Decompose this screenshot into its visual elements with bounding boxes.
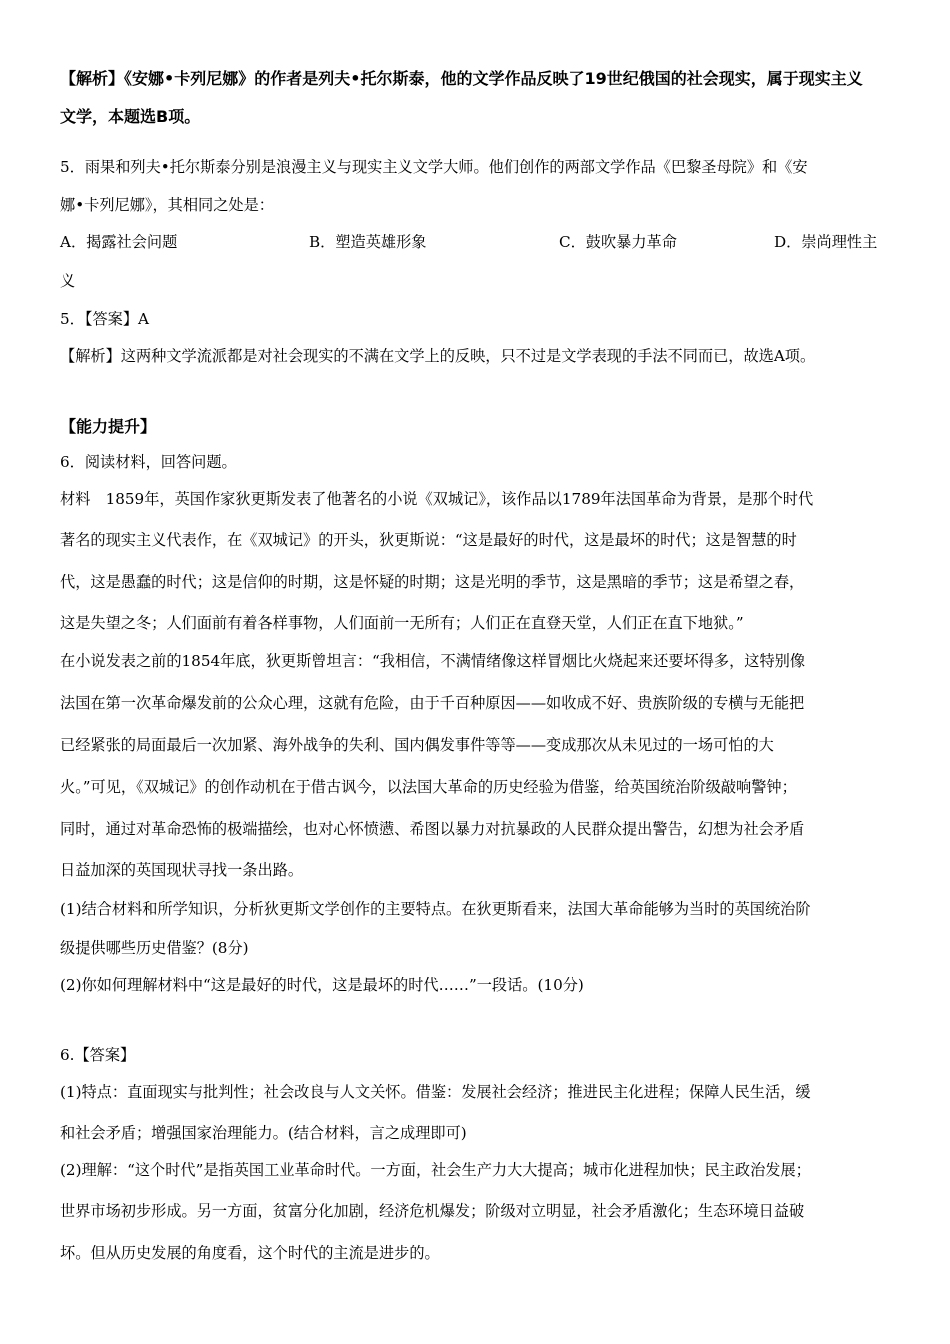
q6-material-line-7: 已经紧张的局面最后一次加紧、海外战争的失利、国内偶发事件等等——变成那次从未见过的一场可怕的大	[60, 736, 774, 754]
q6-material-line-10: 日益加深的英国现状寻找一条出路。	[60, 861, 303, 879]
q6-question2: (2)你如何理解材料中“这是最好的时代，这是最坏的时代……”一段话。(10分)	[60, 976, 584, 994]
q5-option-d: D．崇尚理性主	[774, 233, 878, 251]
q6-question1-line1: (1)结合材料和所学知识，分析狄更斯文学创作的主要特点。在狄更斯看来，法国大革命能够为当时的英国统治阶	[60, 900, 811, 918]
q5-option-b: B．塑造英雄形象	[309, 233, 427, 251]
q6-stem: 6．阅读材料，回答问题。	[60, 453, 237, 471]
q6-material-line-6: 法国在第一次革命爆发前的公众心理，这就有危险，由于千百种原因——如收成不好、贵族阶级的专横与无能把	[60, 694, 805, 712]
q5-option-a: A．揭露社会问题	[60, 233, 178, 251]
q5-stem-line2: 娜•卡列尼娜》，其相同之处是：	[60, 196, 274, 214]
q5-analysis: 【解析】这两种文学流派都是对社会现实的不满在文学上的反映，只不过是文学表现的手法不同而已，故选A项。	[60, 347, 816, 365]
q6-answer-line-1: (1)特点：直面现实与批判性；社会改良与人文关怀。借鉴：发展社会经济；推进民主化进程；保障人民生活，缓	[60, 1083, 811, 1101]
q6-material-line-1: 材料 1859年，英国作家狄更斯发表了他著名的小说《双城记》，该作品以1789年法国革命为背景，是那个时代	[60, 490, 814, 508]
q5-stem-line1: 5．雨果和列夫•托尔斯泰分别是浪漫主义与现实主义文学大师。他们创作的两部文学作品《巴黎圣母院》和《安	[60, 158, 808, 176]
q6-answer-line-5: 坏。但从历史发展的角度看，这个时代的主流是进步的。	[60, 1244, 440, 1262]
section-title: 【能力提升】	[60, 417, 157, 436]
q4-analysis-line2: 文学，本题选B项。	[60, 107, 201, 126]
q6-question1-line2: 级提供哪些历史借鉴？(8分)	[60, 939, 249, 957]
q6-material-line-2: 著名的现实主义代表作，在《双城记》的开头，狄更斯说：“这是最好的时代，这是最坏的时代；这是智慧的时	[60, 531, 797, 549]
q5-answer: 5．【答案】A	[60, 310, 149, 328]
q4-analysis-line1: 【解析】《安娜•卡列尼娜》的作者是列夫•托尔斯泰，他的文学作品反映了19世纪俄国的社会现实，属于现实主义	[60, 69, 863, 88]
q6-answer-line-4: 世界市场初步形成。另一方面，贫富分化加剧，经济危机爆发；阶级对立明显，社会矛盾激化；生态环境日益破	[60, 1202, 805, 1220]
q6-answer-label: 6.【答案】	[60, 1046, 136, 1064]
q5-option-c: C．鼓吹暴力革命	[559, 233, 677, 251]
q6-material-line-5: 在小说发表之前的1854年底，狄更斯曾坦言：“我相信，不满情绪像这样冒烟比火烧起来还要坏得多，这特别像	[60, 652, 806, 670]
q6-material-line-4: 这是失望之冬；人们面前有着各样事物，人们面前一无所有；人们正在直登天堂，人们正在直下地狱。”	[60, 614, 744, 632]
q6-material-line-3: 代，这是愚蠢的时代；这是信仰的时期，这是怀疑的时期；这是光明的季节，这是黑暗的季节；这是希望之春，	[60, 573, 805, 591]
q6-material-line-8: 火。”可见，《双城记》的创作动机在于借古讽今，以法国大革命的历史经验为借鉴，给英国统治阶级敲响警钟；	[60, 778, 797, 796]
q5-option-d-wrap: 义	[60, 272, 76, 290]
q6-answer-line-2: 和社会矛盾；增强国家治理能力。(结合材料，言之成理即可)	[60, 1124, 467, 1142]
q6-answer-line-3: (2)理解：“这个时代”是指英国工业革命时代。一方面，社会生产力大大提高；城市化进程加快；民主政治发展；	[60, 1161, 811, 1179]
q6-material-line-9: 同时，通过对革命恐怖的极端描绘，也对心怀愤懑、希图以暴力对抗暴政的人民群众提出警告，幻想为社会矛盾	[60, 820, 805, 838]
